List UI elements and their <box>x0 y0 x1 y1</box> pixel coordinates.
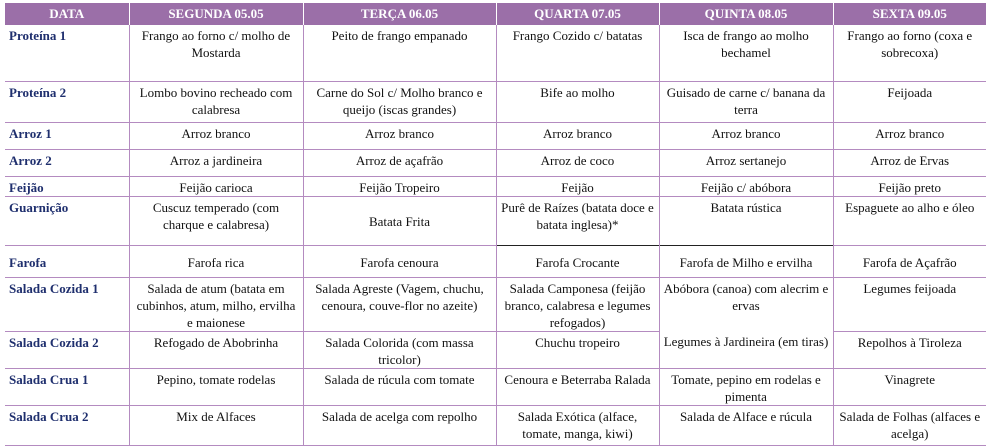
menu-cell: Salada de acelga com repolho <box>303 405 496 445</box>
menu-cell: Farofa rica <box>129 245 303 277</box>
table-row <box>5 196 986 245</box>
header-day: QUARTA 07.05 <box>496 3 659 25</box>
header-day: SEXTA 09.05 <box>833 3 986 25</box>
menu-cell: Feijão c/ abóbora <box>659 176 833 196</box>
row-category: Salada Cozida 2 <box>5 331 129 368</box>
table-row <box>5 405 986 445</box>
menu-cell: Salada Camponesa (feijão branco, calabresa e legumes refogados) <box>496 277 659 331</box>
row-category: Arroz 1 <box>5 122 129 149</box>
row-category: Salada Crua 1 <box>5 368 129 405</box>
row-category: Proteína 1 <box>5 25 129 81</box>
table-row <box>5 277 986 331</box>
menu-cell: Pepino, tomate rodelas <box>129 368 303 405</box>
menu-cell: Refogado de Abobrinha <box>129 331 303 368</box>
menu-cell: Salada de Alface e rúcula <box>659 405 833 445</box>
menu-cell: Espaguete ao alho e óleo <box>833 196 986 245</box>
row-category: Farofa <box>5 245 129 277</box>
header-data: DATA <box>5 3 129 25</box>
header-day: SEGUNDA 05.05 <box>129 3 303 25</box>
menu-cell: Guisado de carne c/ banana da terra <box>659 81 833 122</box>
menu-cell: Tomate, pepino em rodelas e pimenta <box>659 368 833 405</box>
table-row <box>5 81 986 122</box>
table-row <box>5 331 986 368</box>
menu-cell: Arroz branco <box>833 122 986 149</box>
menu-cell: Mix de Alfaces <box>129 405 303 445</box>
menu-cell: Farofa de Açafrão <box>833 245 986 277</box>
menu-cell: Arroz de Ervas <box>833 149 986 176</box>
table-row <box>5 368 986 405</box>
row-category: Proteína 2 <box>5 81 129 122</box>
menu-cell: Arroz a jardineira <box>129 149 303 176</box>
menu-cell: Legumes à Jardineira (em tiras) <box>659 331 833 368</box>
menu-cell: Salada de rúcula com tomate <box>303 368 496 405</box>
row-category: Salada Crua 2 <box>5 405 129 445</box>
menu-cell: Purê de Raízes (batata doce e batata inglesa)* <box>496 196 659 245</box>
menu-cell: Peito de frango empanado <box>303 25 496 81</box>
menu-cell: Feijão carioca <box>129 176 303 196</box>
menu-cell: Salada de Folhas (alfaces e acelga) <box>833 405 986 445</box>
menu-cell: Arroz branco <box>496 122 659 149</box>
menu-cell: Carne do Sol c/ Molho branco e queijo (iscas grandes) <box>303 81 496 122</box>
menu-cell: Bife ao molho <box>496 81 659 122</box>
menu-cell: Salada Agreste (Vagem, chuchu, cenoura, couve-flor no azeite) <box>303 277 496 331</box>
menu-cell: Arroz branco <box>659 122 833 149</box>
menu-cell: Feijoada <box>833 81 986 122</box>
menu-cell: Arroz de açafrão <box>303 149 496 176</box>
menu-cell: Isca de frango ao molho bechamel <box>659 25 833 81</box>
menu-cell: Salada Exótica (alface, tomate, manga, kiwi) <box>496 405 659 445</box>
menu-cell: Batata Frita <box>303 196 496 245</box>
menu-cell: Arroz branco <box>129 122 303 149</box>
table-row <box>5 122 986 149</box>
row-category: Feijão <box>5 176 129 196</box>
menu-cell: Feijão Tropeiro <box>303 176 496 196</box>
menu-cell: Arroz de coco <box>496 149 659 176</box>
menu-cell: Frango ao forno c/ molho de Mostarda <box>129 25 303 81</box>
header-row <box>5 3 986 25</box>
menu-cell: Frango Cozido c/ batatas <box>496 25 659 81</box>
menu-cell: Cenoura e Beterraba Ralada <box>496 368 659 405</box>
menu-table <box>5 3 986 446</box>
menu-cell: Farofa Crocante <box>496 245 659 277</box>
menu-cell: Chuchu tropeiro <box>496 331 659 368</box>
table-row <box>5 25 986 81</box>
row-category: Arroz 2 <box>5 149 129 176</box>
menu-cell: Salada de atum (batata em cubinhos, atum, milho, ervilha e maionese <box>129 277 303 331</box>
table-row <box>5 176 986 196</box>
header-day: TERÇA 06.05 <box>303 3 496 25</box>
menu-cell: Cuscuz temperado (com charque e calabresa) <box>129 196 303 245</box>
menu-cell: Batata rústica <box>659 196 833 245</box>
menu-cell: Feijão preto <box>833 176 986 196</box>
menu-cell: Frango ao forno (coxa e sobrecoxa) <box>833 25 986 81</box>
menu-cell: Repolhos à Tiroleza <box>833 331 986 368</box>
row-category: Salada Cozida 1 <box>5 277 129 331</box>
row-category: Guarnição <box>5 196 129 245</box>
table-row <box>5 245 986 277</box>
menu-cell: Lombo bovino recheado com calabresa <box>129 81 303 122</box>
menu-cell: Abóbora (canoa) com alecrim e ervas <box>659 277 833 331</box>
menu-cell: Feijão <box>496 176 659 196</box>
menu-cell: Arroz sertanejo <box>659 149 833 176</box>
table-row <box>5 149 986 176</box>
menu-cell: Vinagrete <box>833 368 986 405</box>
menu-cell: Arroz branco <box>303 122 496 149</box>
menu-cell: Salada Colorida (com massa tricolor) <box>303 331 496 368</box>
menu-cell: Legumes feijoada <box>833 277 986 331</box>
menu-cell: Farofa de Milho e ervilha <box>659 245 833 277</box>
header-day: QUINTA 08.05 <box>659 3 833 25</box>
menu-cell: Farofa cenoura <box>303 245 496 277</box>
